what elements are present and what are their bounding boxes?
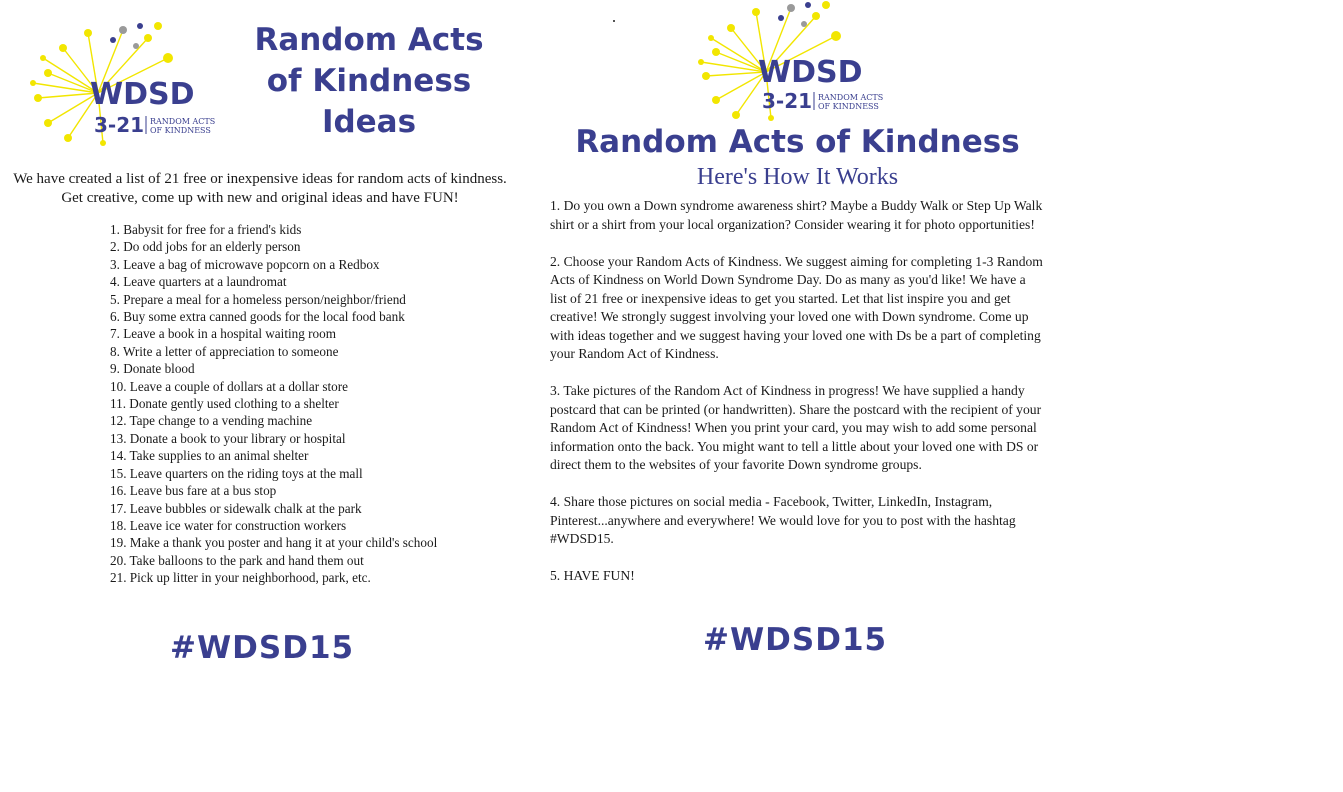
- idea-item: 13. Donate a book to your library or hospital: [110, 430, 346, 446]
- intro-line1: We have created a list of 21 free or inexpensive ideas for random acts of kindness.: [13, 171, 507, 187]
- wdsd-logo-right: [696, 0, 896, 122]
- svg-text:OF KINDNESS: OF KINDNESS: [818, 102, 879, 111]
- idea-item: 2. Do odd jobs for an elderly person: [110, 239, 301, 255]
- left-title-line2: of Kindness: [266, 63, 472, 99]
- idea-item: 20. Take balloons to the park and hand them out: [110, 552, 364, 568]
- left-hashtag: #WDSD15: [170, 630, 355, 666]
- wdsd-logo-left: [28, 18, 228, 146]
- left-title: [240, 20, 498, 143]
- right-subtitle: Here's How It Works: [696, 164, 899, 190]
- step-item: 4. Share those pictures on social media - Facebook, Twitter, LinkedIn, Instagram, Pinterest...anywhere and everywhere! We would love for you to post with the hashtag #WDSD15.: [550, 494, 1016, 546]
- dandelion-logo-icon: [28, 18, 228, 146]
- svg-text:3-21: 3-21: [762, 89, 813, 113]
- svg-text:WDSD: WDSD: [90, 77, 195, 112]
- idea-item: 17. Leave bubbles or sidewalk chalk at the park: [110, 500, 362, 516]
- steps-list: [550, 197, 1045, 604]
- svg-text:RANDOM ACTS: RANDOM ACTS: [818, 93, 884, 102]
- left-title-line3: Ideas: [321, 104, 417, 140]
- right-title: Random Acts of Kindness: [575, 124, 1020, 160]
- idea-item: 21. Pick up litter in your neighborhood, park, etc.: [110, 570, 371, 586]
- left-title-line1: Random Acts: [254, 22, 484, 58]
- idea-item: 7. Leave a book in a hospital waiting room: [110, 326, 336, 342]
- stray-dot: [613, 20, 615, 22]
- idea-item: 3. Leave a bag of microwave popcorn on a Redbox: [110, 256, 380, 272]
- idea-item: 6. Buy some extra canned goods for the local food bank: [110, 309, 405, 325]
- step-item: 2. Choose your Random Acts of Kindness. We suggest aiming for completing 1-3 Random Acts of Kindness on World Down Syndrome Day. Do as many as you'd like! We have a list of 21 free or inexpensive ideas to get you started. Let that list inspire you and get creative! We strongly suggest involving your loved one with Down syndrome. Come up with ideas together and we suggest having your loved one with Ds be a part of completing your Random Act of Kindness.: [550, 253, 1043, 361]
- svg-text:3-21: 3-21: [94, 113, 145, 137]
- idea-item: 15. Leave quarters on the riding toys at the mall: [110, 465, 363, 481]
- idea-item: 10. Leave a couple of dollars at a dollar store: [110, 378, 349, 394]
- step-item: 5. HAVE FUN!: [550, 568, 635, 583]
- idea-item: 11. Donate gently used clothing to a shelter: [110, 396, 339, 412]
- idea-item: 1. Babysit for free for a friend's kids: [110, 222, 302, 237]
- left-intro: [0, 170, 520, 208]
- svg-text:OF KINDNESS: OF KINDNESS: [150, 126, 211, 135]
- idea-item: 8. Write a letter of appreciation to someone: [110, 343, 339, 359]
- idea-item: 14. Take supplies to an animal shelter: [110, 448, 309, 464]
- idea-item: 19. Make a thank you poster and hang it at your child's school: [110, 535, 438, 551]
- intro-line2: Get creative, come up with new and original ideas and have FUN!: [61, 190, 459, 206]
- idea-item: 4. Leave quarters at a laundromat: [110, 274, 287, 290]
- svg-text:WDSD: WDSD: [758, 55, 863, 90]
- idea-item: 9. Donate blood: [110, 361, 195, 377]
- idea-item: 12. Tape change to a vending machine: [110, 413, 313, 429]
- idea-item: 18. Leave ice water for construction workers: [110, 517, 347, 533]
- ideas-list: [110, 221, 437, 587]
- idea-item: 16. Leave bus fare at a bus stop: [110, 483, 277, 499]
- step-item: 3. Take pictures of the Random Act of Kindness in progress! We have supplied a handy postcard that can be printed (or handwritten). Share the postcard with the recipient of your Random Act of Kindness! When you print your card, you may wish to add some personal information onto the back. You might want to tell a little about your loved one with DS or direct them to the websites of your favorite Down syndrome groups.: [550, 383, 1042, 472]
- step-item: 1. Do you own a Down syndrome awareness shirt? Maybe a Buddy Walk or Step Up Walk shirt or a shirt from your local organization? Consider wearing it for photo opportunities!: [550, 198, 1043, 232]
- svg-text:RANDOM ACTS: RANDOM ACTS: [150, 117, 216, 126]
- dandelion-logo-icon: [696, 0, 896, 122]
- idea-item: 5. Prepare a meal for a homeless person/neighbor/friend: [110, 291, 406, 307]
- right-hashtag: #WDSD15: [703, 622, 888, 658]
